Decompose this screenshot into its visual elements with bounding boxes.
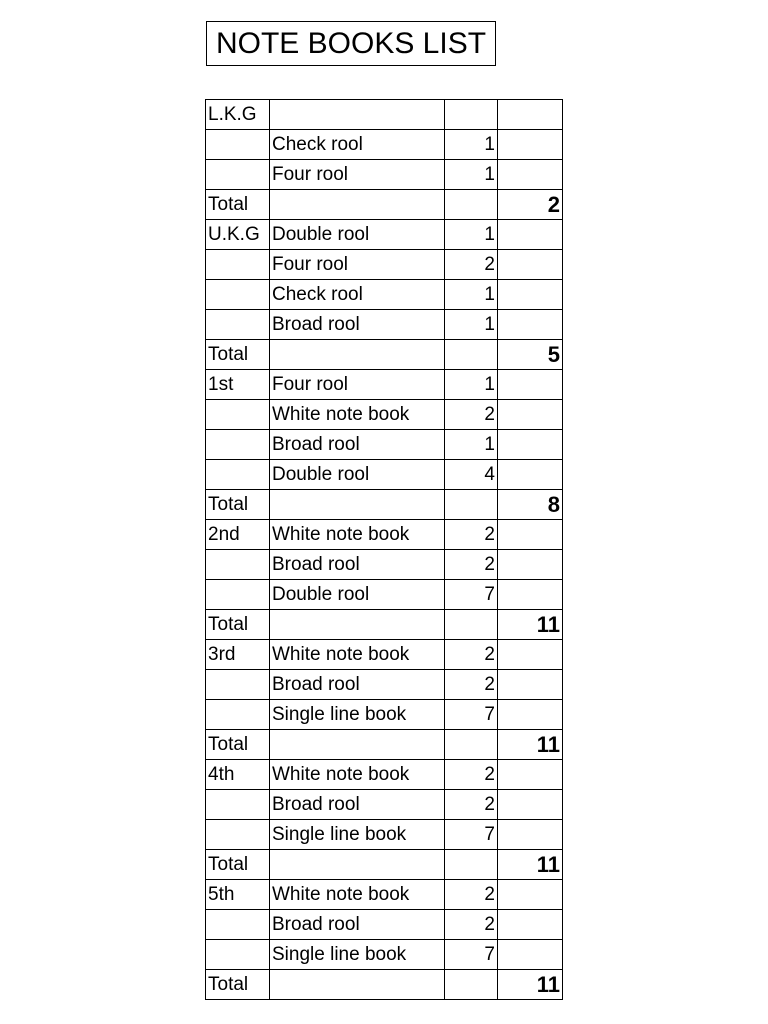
table-row — [206, 520, 563, 550]
item-cell — [270, 610, 445, 640]
class-cell — [206, 670, 270, 700]
total-cell — [498, 400, 563, 430]
total-cell: 5 — [498, 340, 563, 370]
total-cell — [498, 280, 563, 310]
item-cell: Double rool — [270, 220, 445, 250]
total-cell: 8 — [498, 490, 563, 520]
table-row — [206, 880, 563, 910]
class-cell — [206, 400, 270, 430]
class-cell — [206, 700, 270, 730]
item-cell — [270, 730, 445, 760]
item-cell: White note book — [270, 520, 445, 550]
total-cell — [498, 310, 563, 340]
total-row — [206, 970, 563, 1000]
table-row — [206, 790, 563, 820]
class-cell: Total — [206, 340, 270, 370]
total-row — [206, 190, 563, 220]
class-cell — [206, 310, 270, 340]
quantity-cell: 2 — [445, 670, 498, 700]
table-row — [206, 430, 563, 460]
total-cell — [498, 760, 563, 790]
class-cell — [206, 160, 270, 190]
total-cell — [498, 430, 563, 460]
total-cell: 11 — [498, 970, 563, 1000]
item-cell: Single line book — [270, 820, 445, 850]
table-row — [206, 160, 563, 190]
class-cell — [206, 130, 270, 160]
total-cell — [498, 880, 563, 910]
class-cell — [206, 790, 270, 820]
item-cell — [270, 190, 445, 220]
total-cell — [498, 910, 563, 940]
total-cell: 2 — [498, 190, 563, 220]
item-cell: White note book — [270, 880, 445, 910]
class-cell: 2nd — [206, 520, 270, 550]
quantity-cell: 2 — [445, 790, 498, 820]
class-cell: 1st — [206, 370, 270, 400]
total-cell — [498, 460, 563, 490]
table-row — [206, 760, 563, 790]
quantity-cell: 1 — [445, 430, 498, 460]
table-row — [206, 640, 563, 670]
total-row — [206, 340, 563, 370]
item-cell: White note book — [270, 760, 445, 790]
item-cell: Broad rool — [270, 670, 445, 700]
item-cell: Broad rool — [270, 550, 445, 580]
total-row — [206, 850, 563, 880]
table-row — [206, 670, 563, 700]
item-cell: Single line book — [270, 700, 445, 730]
table-row — [206, 940, 563, 970]
total-cell — [498, 130, 563, 160]
total-cell — [498, 220, 563, 250]
item-cell: White note book — [270, 640, 445, 670]
item-cell — [270, 850, 445, 880]
class-cell: L.K.G — [206, 100, 270, 130]
table-row — [206, 100, 563, 130]
quantity-cell: 4 — [445, 460, 498, 490]
total-cell — [498, 940, 563, 970]
item-cell: Broad rool — [270, 910, 445, 940]
item-cell: Broad rool — [270, 790, 445, 820]
class-cell — [206, 430, 270, 460]
class-cell: Total — [206, 850, 270, 880]
quantity-cell: 2 — [445, 760, 498, 790]
class-cell: Total — [206, 730, 270, 760]
table-row — [206, 310, 563, 340]
table-row — [206, 910, 563, 940]
quantity-cell: 7 — [445, 940, 498, 970]
quantity-cell — [445, 340, 498, 370]
quantity-cell: 1 — [445, 130, 498, 160]
item-cell — [270, 340, 445, 370]
item-cell: Four rool — [270, 370, 445, 400]
item-cell: Double rool — [270, 580, 445, 610]
item-cell: Broad rool — [270, 310, 445, 340]
table-row — [206, 370, 563, 400]
total-cell — [498, 250, 563, 280]
quantity-cell — [445, 490, 498, 520]
table-row — [206, 580, 563, 610]
class-cell — [206, 250, 270, 280]
quantity-cell: 7 — [445, 700, 498, 730]
class-cell: Total — [206, 490, 270, 520]
class-cell: 5th — [206, 880, 270, 910]
item-cell: White note book — [270, 400, 445, 430]
class-cell — [206, 550, 270, 580]
table-row — [206, 550, 563, 580]
class-cell: 3rd — [206, 640, 270, 670]
quantity-cell: 2 — [445, 400, 498, 430]
class-cell — [206, 820, 270, 850]
total-cell: 11 — [498, 730, 563, 760]
item-cell — [270, 490, 445, 520]
quantity-cell: 2 — [445, 640, 498, 670]
item-cell — [270, 970, 445, 1000]
class-cell: 4th — [206, 760, 270, 790]
total-cell — [498, 520, 563, 550]
quantity-cell — [445, 970, 498, 1000]
class-cell — [206, 580, 270, 610]
quantity-cell: 2 — [445, 550, 498, 580]
table-row — [206, 700, 563, 730]
total-cell — [498, 790, 563, 820]
total-cell — [498, 580, 563, 610]
class-cell — [206, 940, 270, 970]
item-cell: Check rool — [270, 280, 445, 310]
quantity-cell: 1 — [445, 220, 498, 250]
total-cell — [498, 370, 563, 400]
table-body — [206, 100, 563, 1000]
notebooks-table — [205, 99, 563, 1000]
quantity-cell: 1 — [445, 160, 498, 190]
page-title: NOTE BOOKS LIST — [206, 21, 496, 66]
item-cell: Check rool — [270, 130, 445, 160]
quantity-cell: 2 — [445, 880, 498, 910]
quantity-cell — [445, 100, 498, 130]
item-cell: Broad rool — [270, 430, 445, 460]
class-cell — [206, 460, 270, 490]
total-cell — [498, 550, 563, 580]
total-cell — [498, 100, 563, 130]
table-row — [206, 250, 563, 280]
quantity-cell: 1 — [445, 370, 498, 400]
item-cell: Four rool — [270, 160, 445, 190]
quantity-cell: 1 — [445, 310, 498, 340]
total-cell: 11 — [498, 610, 563, 640]
table-row — [206, 460, 563, 490]
quantity-cell — [445, 850, 498, 880]
quantity-cell — [445, 190, 498, 220]
total-cell: 11 — [498, 850, 563, 880]
class-cell: U.K.G — [206, 220, 270, 250]
class-cell: Total — [206, 190, 270, 220]
total-cell — [498, 670, 563, 700]
table-row — [206, 130, 563, 160]
table-row — [206, 280, 563, 310]
table-row — [206, 820, 563, 850]
item-cell: Double rool — [270, 460, 445, 490]
class-cell: Total — [206, 970, 270, 1000]
table-row — [206, 220, 563, 250]
class-cell — [206, 910, 270, 940]
quantity-cell: 1 — [445, 280, 498, 310]
total-cell — [498, 700, 563, 730]
item-cell: Four rool — [270, 250, 445, 280]
total-row — [206, 490, 563, 520]
quantity-cell: 2 — [445, 910, 498, 940]
quantity-cell: 7 — [445, 820, 498, 850]
total-row — [206, 610, 563, 640]
quantity-cell: 2 — [445, 520, 498, 550]
class-cell — [206, 280, 270, 310]
total-cell — [498, 820, 563, 850]
quantity-cell — [445, 610, 498, 640]
quantity-cell: 2 — [445, 250, 498, 280]
quantity-cell: 7 — [445, 580, 498, 610]
class-cell: Total — [206, 610, 270, 640]
total-row — [206, 730, 563, 760]
total-cell — [498, 160, 563, 190]
total-cell — [498, 640, 563, 670]
item-cell — [270, 100, 445, 130]
item-cell: Single line book — [270, 940, 445, 970]
table-row — [206, 400, 563, 430]
quantity-cell — [445, 730, 498, 760]
